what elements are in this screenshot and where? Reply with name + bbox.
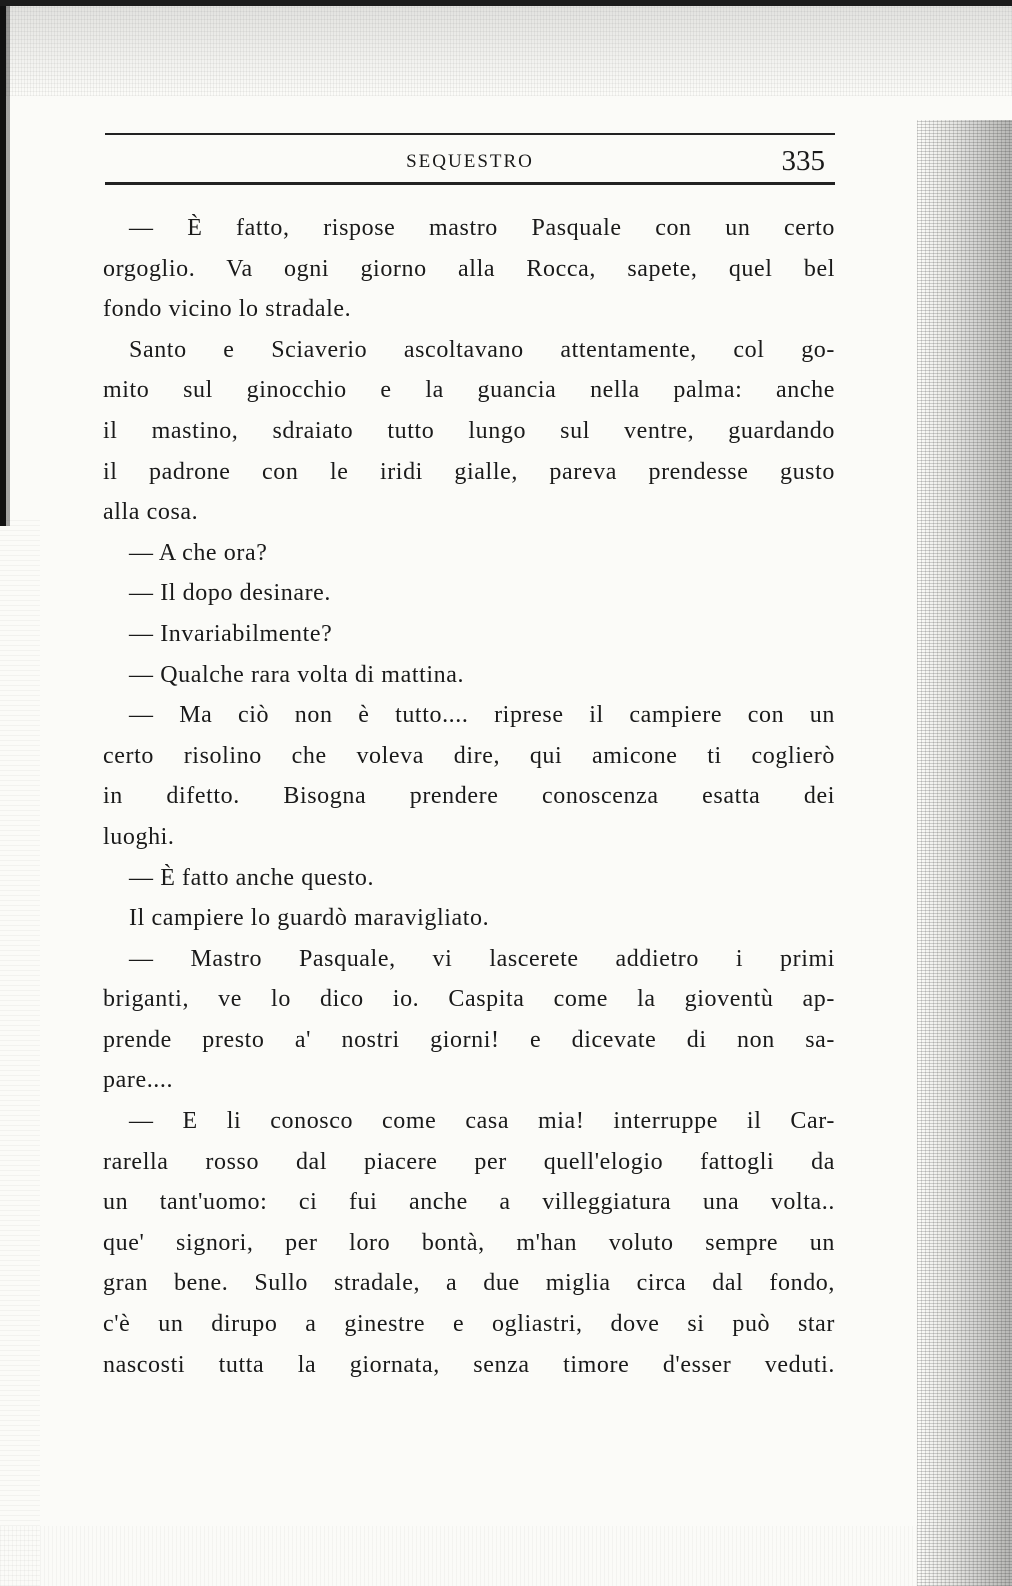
text-line: mito sul ginocchio e la guancia nella palma: anche (103, 377, 835, 404)
text-line: — È fatto anche questo. (129, 864, 375, 891)
text-line: il mastino, sdraiato tutto lungo sul ventre, guardando (103, 417, 835, 444)
text-line: gran bene. Sullo stradale, a due miglia circa dal fondo, (103, 1270, 835, 1297)
header-rule-bottom (105, 182, 835, 185)
scan-top-noise (0, 6, 1012, 96)
text-line: luoghi. (103, 823, 175, 850)
body-text (103, 208, 835, 1385)
text-line: rarella rosso dal piacere per quell'elogio fattogli da (103, 1148, 835, 1175)
scan-left-speckle (0, 520, 40, 1586)
text-line: — Mastro Pasquale, vi lascerete addietro i primi (129, 945, 835, 972)
text-line: — E li conosco come casa mia! interruppe il Car- (129, 1108, 835, 1135)
text-line: certo risolino che voleva dire, qui amicone ti coglierò (103, 742, 835, 769)
text-line: alla cosa. (103, 499, 199, 526)
text-line: Il campiere lo guardò maravigliato. (129, 905, 490, 932)
text-line: orgoglio. Va ogni giorno alla Rocca, sapete, quel bel (103, 255, 835, 282)
page-number: 335 (781, 145, 825, 177)
text-line: Santo e Sciaverio ascoltavano attentamente, col go- (129, 336, 835, 363)
text-line: que' signori, per loro bontà, m'han voluto sempre un (103, 1229, 835, 1256)
text-line: in difetto. Bisogna prendere conoscenza esatta dei (103, 783, 835, 810)
text-line: un tant'uomo: ci fui anche a villeggiatura una volta.. (103, 1189, 835, 1216)
scan-bottom-noise (0, 1526, 1012, 1586)
text-line: briganti, ve lo dico io. Caspita come la gioventù ap- (103, 986, 835, 1013)
text-line: pare.... (103, 1067, 174, 1094)
text-line: — È fatto, rispose mastro Pasquale con un certo (129, 215, 835, 241)
text-line: — Il dopo desinare. (129, 580, 332, 607)
text-line: — Ma ciò non è tutto.... riprese il campiere con un (129, 702, 835, 729)
text-line: — Invariabilmente? (129, 620, 333, 647)
text-line: il padrone con le iridi gialle, pareva prendesse gusto (103, 458, 835, 485)
text-line: — Qualche rara volta di mattina. (129, 661, 465, 688)
text-line: c'è un dirupo a ginestre e ogliastri, dove si può star (103, 1311, 835, 1338)
scan-left-binding (0, 6, 10, 526)
scan-right-edge (917, 120, 1012, 1586)
text-line: nascosti tutta la giornata, senza timore d'esser veduti. (103, 1351, 835, 1378)
running-head (105, 145, 835, 177)
running-head-title: SEQUESTRO (406, 151, 534, 172)
text-line: prende presto a' nostri giorni! e dicevate di non sa- (103, 1026, 835, 1053)
text-line: fondo vicino lo stradale. (103, 296, 352, 323)
text-line: — A che ora? (129, 539, 268, 566)
header-rule-top (105, 133, 835, 135)
